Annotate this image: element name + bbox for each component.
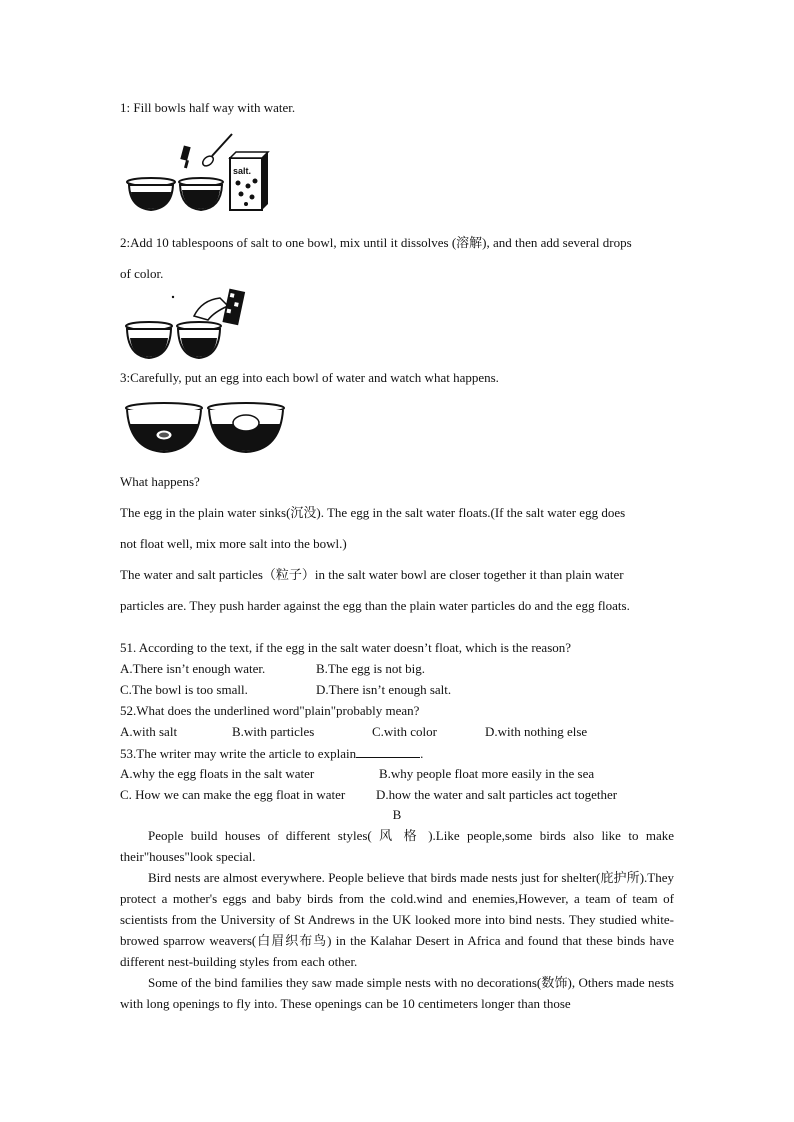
result-line-2: not float well, mix more salt into the bowl.): [120, 536, 347, 551]
question-52: 52.What does the underlined word"plain"probably mean?: [120, 703, 420, 718]
q51-option-a: A.There isn’t enough water.: [120, 661, 266, 676]
q51-option-b: B.The egg is not big.: [316, 661, 426, 676]
question-53: [120, 745, 423, 762]
result-line-3: The water and salt particles（粒子）in the salt water bowl are closer together it than plain water: [120, 567, 624, 582]
q52-option-a: A.with salt: [120, 724, 178, 739]
result-line-4: particles are. They push harder against the egg than the plain water particles do and the egg floats.: [120, 598, 630, 613]
answer-blank: [356, 745, 420, 758]
step-2-text: 2:Add 10 tablespoons of salt to one bowl, mix until it dissolves (溶解), and then add several drops: [120, 235, 632, 250]
section-b-paragraph-3: Some of the bind families they saw made simple nests with no decorations(数饰), Others made nests with long openings to fly into. These openings can be 10 centimeters longer than those: [120, 975, 674, 1011]
section-b-paragraph-1: People build houses of different styles( 风 格 ).Like people,some birds also like to make their"houses"look special.: [120, 828, 674, 864]
q53-option-a: A.why the egg floats in the salt water: [120, 766, 315, 781]
section-b-label: B: [392, 807, 402, 822]
floating-egg: [233, 415, 259, 431]
step-1-text: 1: Fill bowls half way with water.: [120, 100, 296, 115]
question-51: 51. According to the text, if the egg in the salt water doesn’t float, which is the reason?: [120, 640, 572, 655]
step-3-illustration: [124, 398, 294, 458]
step-2-illustration: [124, 286, 254, 366]
salt-box-label: salt.: [233, 166, 252, 176]
step-2-text-cont: of color.: [120, 266, 164, 281]
q53-option-c: C. How we can make the egg float in water: [120, 787, 346, 802]
q52-option-d: D.with nothing else: [485, 724, 588, 739]
section-b-paragraph-2: Bird nests are almost everywhere. People believe that birds made nests just for shelter(庇护所).They protect a mother's eggs and baby birds from the cold.wind and enemies,However, a team of team of scientists from the University of St Andrews in the UK looked more into bind nests. They studied white-browed sparrow weavers(白眉织布鸟) in the Kalahar Desert in Africa and found that these binds have different nest-building styles from each other.: [120, 870, 674, 969]
step-1-illustration: [124, 128, 274, 218]
q51-option-d: D.There isn’t enough salt.: [316, 682, 452, 697]
result-line-1: The egg in the plain water sinks(沉没). The egg in the salt water floats.(If the salt water egg does: [120, 505, 626, 520]
q53-option-d: D.how the water and salt particles act together: [376, 787, 618, 802]
q53-option-b: B.why people float more easily in the sea: [379, 766, 595, 781]
result-heading: What happens?: [120, 474, 200, 489]
q51-option-c: C.The bowl is too small.: [120, 682, 248, 697]
q52-option-c: C.with color: [372, 724, 437, 739]
step-3-text: 3:Carefully, put an egg into each bowl of water and watch what happens.: [120, 370, 499, 385]
question-53-end: .: [420, 746, 424, 761]
q52-option-b: B.with particles: [232, 724, 315, 739]
question-53-text: 53.The writer may write the article to explain: [120, 746, 357, 761]
